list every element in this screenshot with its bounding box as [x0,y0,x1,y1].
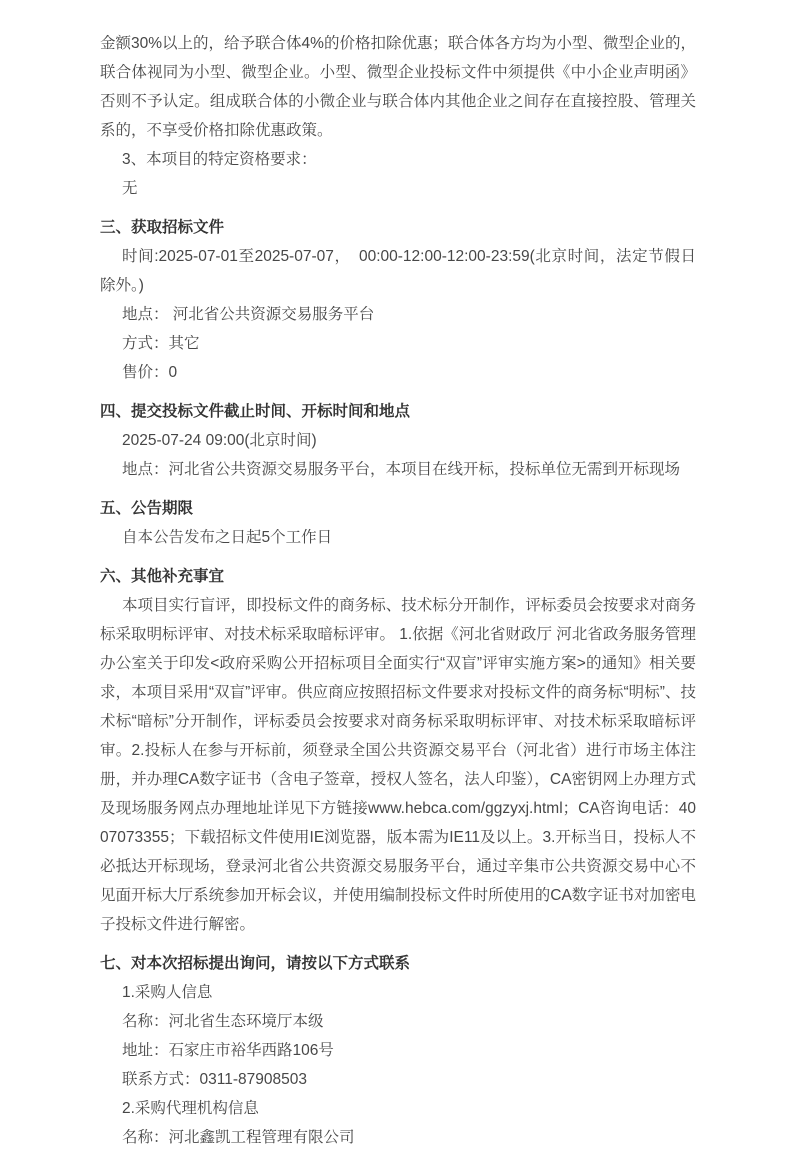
section-submission-deadline-title: 四、提交投标文件截止时间、开标时间和地点 [100,403,411,420]
section-notice-period-title: 五、公告期限 [100,500,194,517]
deadline-datetime-line: 2025-07-24 09:00(北京时间) [122,432,317,449]
obtain-method-line: 方式：其它 [122,335,200,352]
paragraph-joint-venture-price-policy: 金额30%以上的，给予联合体4%的价格扣除优惠；联合体各方均为小型、微型企业的，联合体视同为小型、微型企业。小型、微型企业投标文件中须提供《中小企业声明函》否则不予认定。组成联合体的小微企业与联合体内其他企业之间存在直接控股、管理关系的，不享受价格扣除优惠政策。 [100,35,696,139]
section-contact-title: 七、对本次招标提出询问，请按以下方式联系 [100,955,411,972]
item-specific-qualification-value: 无 [122,180,138,197]
deadline-location-line: 地点：河北省公共资源交易服务平台，本项目在线开标，投标单位无需到开标现场 [122,461,681,478]
agency-name-line: 名称：河北鑫凯工程管理有限公司 [122,1129,355,1146]
purchaser-name-line: 名称：河北省生态环境厅本级 [122,1013,324,1030]
purchaser-phone-line: 联系方式：0311-87908503 [122,1071,307,1088]
purchaser-info-heading: 1.采购人信息 [122,984,213,1001]
purchaser-address-line: 地址：石家庄市裕华西路106号 [122,1042,334,1059]
section-obtain-documents-title: 三、获取招标文件 [100,219,225,236]
obtain-price-line: 售价：0 [122,364,178,381]
supplementary-paragraph: 本项目实行盲评，即投标文件的商务标、技术标分开制作，评标委员会按要求对商务标采取明标评审、对技术标采取暗标评审。 1.依据《河北省财政厅 河北省政务服务管理办公室关于印发<政府采购公开招标项目全面实行“双盲”评审实施方案>的通知》相关要求，本项目采用“双盲”评审。供应商应按照招标文件要求对投标文件的商务标“明标”、技术标“暗标”分开制作，评标委员会按要求对商务标采取明标评审、对技术标采取暗标评审。2.投标人在参与开标前，须登录全国公共资源交易平台（河北省）进行市场主体注册，并办理CA数字证书（含电子签章，授权人签名，法人印鉴），CA密钥网上办理方式及现场服务网点办理地址详见下方链接www.hebca.com/ggzyxj.html；CA咨询电话：4007073355；下载招标文件使用IE浏览器，版本需为IE11及以上。3.开标当日，投标人不必抵达开标现场，登录河北省公共资源交易服务平台，通过辛集市公共资源交易中心不见面开标大厅系统参加开标会议，并使用编制投标文件时所使用的CA数字证书对加密电子投标文件进行解密。 [100,597,696,933]
obtain-time-line: 时间:2025-07-01至2025-07-07， 00:00-12:00-12:00-23:59(北京时间，法定节假日除外。) [100,248,696,294]
agency-info-heading: 2.采购代理机构信息 [122,1100,259,1117]
item-specific-qualification-label: 3、本项目的特定资格要求： [122,151,317,168]
notice-period-content: 自本公告发布之日起5个工作日 [122,529,333,546]
obtain-location-line: 地点： 河北省公共资源交易服务平台 [122,306,375,323]
section-supplementary-title: 六、其他补充事宜 [100,568,225,585]
